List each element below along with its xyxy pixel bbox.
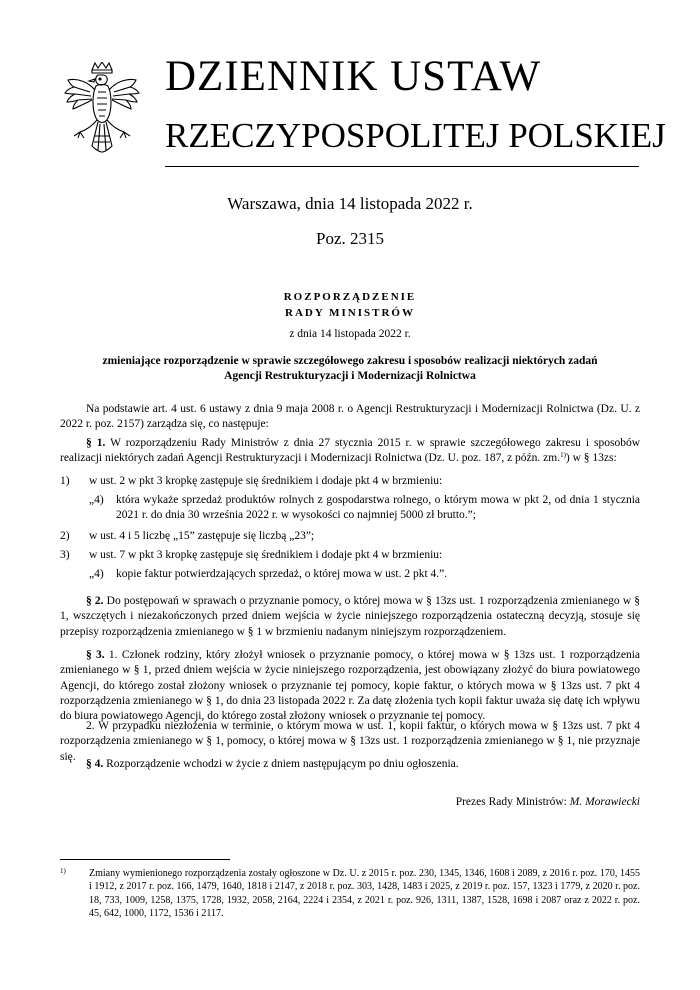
position-number: Poz. 2315: [316, 229, 384, 248]
list-item-number: 3): [60, 549, 70, 561]
quoted-point-label: „4): [89, 568, 104, 580]
section-4-text: Rozporządzenie wchodzi w życie z dniem następującym po dniu ogłoszenia.: [103, 758, 459, 770]
masthead-rule: [165, 166, 639, 167]
act-subject: [0, 354, 700, 384]
act-issuer: RADY MINISTRÓW: [285, 307, 415, 319]
list-item-number: 1): [60, 475, 70, 487]
preamble: Na podstawie art. 4 ust. 6 ustawy z dnia 9 maja 2008 r. o Agencji Restrukturyzacji i Modernizacji Rolnictwa (Dz. U. z 2022 r. poz. 2157) zarządza się, co następuje:: [60, 403, 640, 431]
masthead-subtitle: RZECZYPOSPOLITEJ POLSKIEJ: [165, 116, 666, 155]
list-item-text: w ust. 7 w pkt 3 kropkę zastępuje się średnikiem i dodaje pkt 4 w brzmieniu:: [89, 549, 443, 561]
place-date: Warszawa, dnia 14 listopada 2022 r.: [227, 194, 473, 213]
section-1-label: § 1.: [86, 437, 106, 449]
section-1-text-before: W rozporządzeniu Rady Ministrów z dnia 27 stycznia 2015 r. w sprawie szczegółowego zakresu i sposobów realizacji niektórych zadań Agencji Restrukturyzacji i Modernizacji Rolnictwa (Dz. U. poz. 187, z późn. zm.: [60, 437, 641, 465]
section-1: [60, 436, 640, 467]
signature-prefix: Prezes Rady Ministrów:: [455, 796, 570, 808]
footnote-rule: [60, 859, 230, 860]
section-3-text-1: 1. Członek rodziny, który złożył wniosek o przyznanie pomocy, o której mowa w § 13zs ust. 1 rozporządzenia zmienianego w § 1, przed dniem wejścia w życie niniejszego rozporządzenia, jest obowiązany złożyć do biura powiatowego Agencji, do którego został złożony wniosek o przyznanie tej pomocy, kopie faktur, o których mowa w § 13zs ust. 7 pkt 4 rozporządzenia zmienianego w § 1, do dnia 23 listopada 2022 r. Za datę złożenia tych kopii faktur uważa się datę ich wpływu do biura powiatowego Agencji, do którego został złożony wniosek o przyznanie tej pomocy.: [60, 649, 640, 723]
section-4-label: § 4.: [86, 758, 104, 770]
quoted-point-label: „4): [89, 494, 104, 506]
act-subject-line1: zmieniające rozporządzenie w sprawie szczegółowego zakresu i sposobów realizacji niektórych zadań: [102, 355, 598, 367]
section-2: [60, 594, 640, 640]
section-3-para-1: [60, 648, 640, 724]
polish-eagle-emblem-icon: [62, 62, 142, 162]
act-type: ROZPORZĄDZENIE: [283, 291, 417, 303]
section-3-para-2: 2. W przypadku niezłożenia w terminie, o którym mowa w ust. 1, kopii faktur, o których mowa w § 13zs ust. 7 pkt 4 rozporządzenia zmienianego w § 1, pomocy, o której mowa w § 13zs ust. 1 rozporządzenia zmienianego w § 1, nie przyznaje się.: [60, 720, 640, 763]
section-2-text: Do postępowań w sprawach o przyznanie pomocy, o której mowa w § 13zs ust. 1 rozporządzenia zmienianego w § 1, wszczętych i niezakończonych przed dniem wejścia w życie niniejszego rozporządzenia ostateczną decyzją, stosuje się przepisy rozporządzenia zmienianego w § 1 w brzmieniu nadanym niniejszym rozporządzeniem.: [60, 595, 641, 638]
quoted-point-text: kopie faktur potwierdzających sprzedaż, o której mowa w ust. 2 pkt 4.”.: [116, 568, 448, 580]
section-3-label: § 3.: [86, 649, 105, 661]
act-date: z dnia 14 listopada 2022 r.: [289, 328, 411, 340]
quoted-point-text: która wykaże sprzedaż produktów rolnych z gospodarstwa rolnego, o którym mowa w pkt 2, od dnia 1 stycznia 2021 r. do dnia 30 września 2022 r. w wysokości co najmniej 5000 zł brutto.”;: [116, 494, 640, 522]
list-item-text: w ust. 4 i 5 liczbę „15” zastępuje się liczbą „23”;: [89, 530, 315, 542]
act-subject-line2: Agencji Restrukturyzacji i Modernizacji Rolnictwa: [224, 370, 476, 382]
masthead-title: DZIENNIK USTAW: [165, 53, 542, 100]
footnote-ref: 1): [560, 451, 566, 460]
list-item-text: w ust. 2 w pkt 3 kropkę zastępuje się średnikiem i dodaje pkt 4 w brzmieniu:: [89, 475, 443, 487]
section-4: [60, 757, 640, 772]
section-1-text-after: ) w § 13zs:: [565, 452, 617, 465]
signature-name: M. Morawiecki: [569, 796, 640, 808]
footnote-text: Zmiany wymienionego rozporządzenia zostały ogłoszone w Dz. U. z 2015 r. poz. 230, 1345, 1346, 1608 i 2089, z 2016 r. poz. 170, 1455 i 1912, z 2017 r. poz. 166, 1479, 1640, 1818 i 2147, z 2018 r. poz. 303, 1428, 1483 i 2025, z 2019 r. poz. 157, 1323 i 1779, z 2020 r. poz. 18, 733, 1009, 1258, 1375, 1728, 1932, 2058, 2164, 2224 i 2354, z 2021 r. poz. 926, 1311, 1387, 1528, 1698 i 2087 oraz z 2022 r. poz. 45, 642, 1000, 1172, 1536 i 2117.: [89, 868, 640, 919]
signature: [456, 795, 640, 810]
list-item-number: 2): [60, 530, 70, 542]
section-2-label: § 2.: [86, 595, 104, 607]
footnote-mark: 1): [60, 867, 66, 875]
